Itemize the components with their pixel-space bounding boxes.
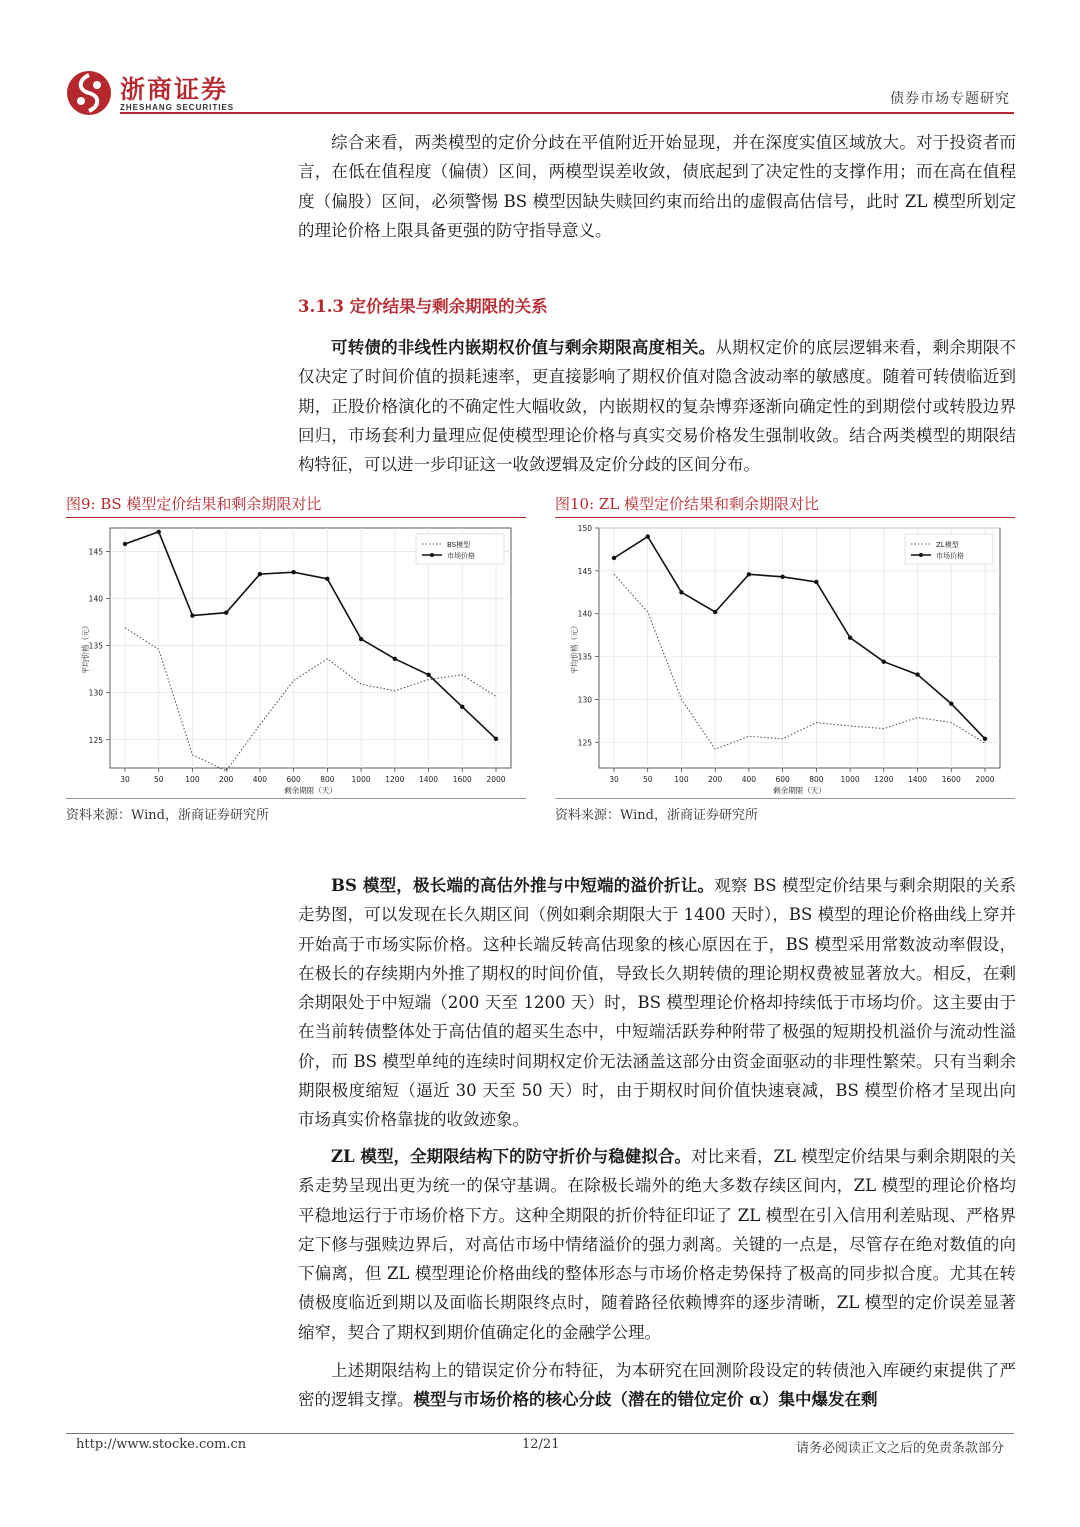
figure-10-title: 图10: ZL 模型定价结果和剩余期限对比 (555, 495, 820, 513)
figure-10-bottom-rule (555, 798, 1015, 799)
x-tick-label: 600 (286, 775, 301, 784)
y-tick-label: 140 (88, 594, 103, 604)
x-tick-label: 2000 (975, 775, 995, 784)
y-tick-label: 140 (577, 609, 592, 619)
zl-analysis-paragraph (298, 1142, 1016, 1347)
data-point (359, 637, 363, 641)
data-point (325, 577, 329, 581)
data-point (258, 572, 262, 576)
header-divider (120, 112, 1014, 114)
x-tick-label: 1400 (418, 775, 439, 784)
figure-10-chart (555, 520, 1015, 795)
legend-marker (430, 553, 434, 557)
y-tick-label: 145 (577, 566, 592, 576)
x-tick-label: 1600 (452, 775, 472, 784)
x-tick-label: 1000 (351, 775, 371, 784)
y-tick-label: 130 (577, 695, 592, 705)
data-point (426, 673, 430, 677)
x-tick-label: 2000 (486, 775, 506, 784)
x-axis-label: 剩余期限（天） (284, 786, 337, 795)
data-point (915, 672, 919, 676)
data-point (713, 610, 717, 614)
y-tick-label: 150 (577, 524, 592, 533)
data-point (123, 542, 127, 546)
x-tick-label: 800 (809, 775, 824, 784)
x-tick-label: 200 (219, 775, 234, 784)
bs-analysis-lead: BS 模型，极长端的高估外推与中短端的溢价折让。 (331, 876, 715, 895)
data-point (679, 590, 683, 594)
zl-analysis-lead: ZL 模型，全期限结构下的防守折价与稳健拟合。 (331, 1147, 691, 1166)
y-axis-label: 平均价格（元） (570, 621, 579, 675)
legend-label: ZL模型 (936, 541, 959, 549)
figure-9-bottom-rule (66, 798, 526, 799)
company-logo-text: 浙商证券 (120, 75, 229, 104)
company-logo-icon (66, 70, 112, 116)
data-point (291, 570, 295, 574)
report-type: 债券市场专题研究 (890, 91, 1010, 107)
x-tick-label: 200 (708, 775, 723, 784)
data-point (190, 613, 194, 617)
data-point (612, 556, 616, 560)
x-tick-label: 50 (153, 775, 164, 784)
x-tick-label: 100 (185, 775, 200, 784)
section-paragraph (298, 333, 1016, 479)
conclusion-body: 上述期限结构上的错误定价分布特征，为本研究在回测阶段设定的转债池入库硬约束提供了严密的逻辑支撑。 (298, 1361, 1016, 1410)
footer-divider (66, 1433, 1014, 1434)
company-logo-english: ZHESHANG SECURITIES (120, 103, 235, 112)
x-tick-label: 30 (609, 775, 619, 784)
section-paragraph-body: 从期权定价的底层逻辑来看，剩余期限不仅决定了时间价值的损耗速率，更直接影响了期权价值对隐含波动率的敏感度。随着可转债临近到期，正股价格演化的不确定性大幅收敛，内嵌期权的复杂博弈逐渐向确定性的到期偿付或转股边界回归，市场套利力量理应促使模型理论价格与真实交易价格发生强制收敛。结合两类模型的期限结构特征，可以进一步印证这一收敛逻辑及定价分歧的区间分布。 (298, 338, 1017, 475)
x-tick-label: 1200 (385, 775, 405, 784)
x-tick-label: 400 (252, 775, 268, 784)
data-point (949, 702, 953, 706)
legend-label: 市场价格 (936, 552, 964, 560)
conclusion-bold: 模型与市场价格的核心分歧（潜在的错位定价 α）集中爆发在剩 (413, 1390, 878, 1410)
y-tick-label: 125 (577, 738, 592, 748)
x-tick-label: 1000 (840, 775, 860, 784)
data-point (814, 580, 818, 584)
y-tick-label: 125 (88, 735, 103, 745)
figure-9-title: 图9: BS 模型定价结果和剩余期限对比 (66, 495, 322, 513)
figure-9-top-rule (66, 517, 526, 518)
section-paragraph-lead: 可转债的非线性内嵌期权价值与剩余期限高度相关。 (331, 338, 716, 357)
data-point (646, 534, 650, 538)
x-tick-label: 1200 (874, 775, 894, 784)
x-tick-label: 600 (775, 775, 790, 784)
data-point (157, 530, 161, 534)
intro-paragraph: 综合来看，两类模型的定价分歧在平值附近开始显现，并在深度实值区域放大。对于投资者而言，在低在值程度（偏债）区间，两模型误差收敛，债底起到了决定性的支撑作用；而在高在值程度（偏股）区间，必须警惕 BS 模型因缺失赎回约束而给出的虚假高估信号，此时 ZL 模型所划定的理论价格上限具备更强的防守指导意义。 (298, 133, 1016, 240)
figure-9-source: 资料来源：Wind，浙商证券研究所 (66, 808, 269, 823)
x-tick-label: 800 (320, 775, 335, 784)
footer-disclaimer: 请务必阅读正文之后的免责条款部分 (795, 1441, 1004, 1456)
x-tick-label: 100 (674, 775, 689, 784)
data-point (780, 575, 784, 579)
y-tick-label: 135 (88, 641, 103, 651)
x-axis-label: 剩余期限（天） (773, 786, 826, 795)
data-point (747, 572, 751, 576)
x-tick-label: 30 (120, 775, 130, 784)
section-title: 3.1.3 定价结果与剩余期限的关系 (298, 297, 548, 316)
x-tick-label: 1400 (907, 775, 928, 784)
figure-10-source: 资料来源：Wind，浙商证券研究所 (555, 808, 758, 823)
data-point (460, 705, 464, 709)
y-tick-label: 130 (88, 688, 103, 698)
x-tick-label: 50 (642, 775, 653, 784)
y-tick-label: 135 (577, 652, 592, 662)
data-point (224, 611, 228, 615)
footer-url[interactable]: http://www.stocke.com.cn (76, 1437, 247, 1452)
legend-marker (919, 553, 923, 557)
legend-label: BS模型 (447, 541, 471, 549)
page-number: 12/21 (522, 1437, 560, 1452)
bs-analysis-paragraph (298, 871, 1016, 1135)
conclusion-paragraph (298, 1356, 1016, 1415)
x-tick-label: 400 (741, 775, 757, 784)
data-point (393, 657, 397, 661)
data-point (983, 737, 987, 741)
data-point (882, 660, 886, 664)
legend-label: 市场价格 (447, 552, 475, 560)
figure-10-top-rule (555, 517, 1015, 518)
x-tick-label: 1600 (941, 775, 961, 784)
y-tick-label: 145 (88, 547, 103, 557)
figure-9-chart (66, 520, 526, 795)
zl-analysis-body: 对比来看，ZL 模型定价结果与剩余期限的关系走势呈现出更为统一的保守基调。在除极长端外的绝大多数存续区间内，ZL 模型的理论价格均平稳地运行于市场价格下方。这种全期限的折价特征印证了 ZL 模型在引入信用利差贴现、严格界定下修与强赎边界后，对高估市场中情绪溢价的强力剥离。关键的一点是，尽管存在绝对数值的向下偏离，但 ZL 模型理论价格曲线的整体形态与市场价格走势保持了极高的同步拟合度。尤其在转债极度临近到期以及面临长期限终点时，随着路径依赖博弈的逐步清晰，ZL 模型的定价误差显著缩窄，契合了期权到期价值确定化的金融学公理。 (298, 1147, 1017, 1342)
bs-analysis-body: 观察 BS 模型定价结果与剩余期限的关系走势图，可以发现在长久期区间（例如剩余期限大于 1400 天时），BS 模型的理论价格曲线上穿并开始高于市场实际价格。这种长端反转高估现象的核心原因在于，BS 模型采用常数波动率假设，在极长的存续期内外推了期权的时间价值，导致长久期转债的理论期权费被显著放大。相反，在剩余期限处于中短端（200 天至 1200 天）时，BS 模型理论价格却持续低于市场均价。这主要由于在当前转债整体处于高估值的超买生态中，中短端活跃券种附带了极强的短期投机溢价与流动性溢价，而 BS 模型单纯的连续时间期权定价无法涵盖这部分由资金面驱动的非理性繁荣。只有当剩余期限极度缩短（逼近 30 天至 50 天）时，由于期权时间价值快速衰减，BS 模型价格才呈现出向市场真实价格靠拢的收敛迹象。 (298, 876, 1016, 1130)
data-point (848, 636, 852, 640)
y-axis-label: 平均价格（元） (81, 621, 90, 675)
data-point (494, 737, 498, 741)
